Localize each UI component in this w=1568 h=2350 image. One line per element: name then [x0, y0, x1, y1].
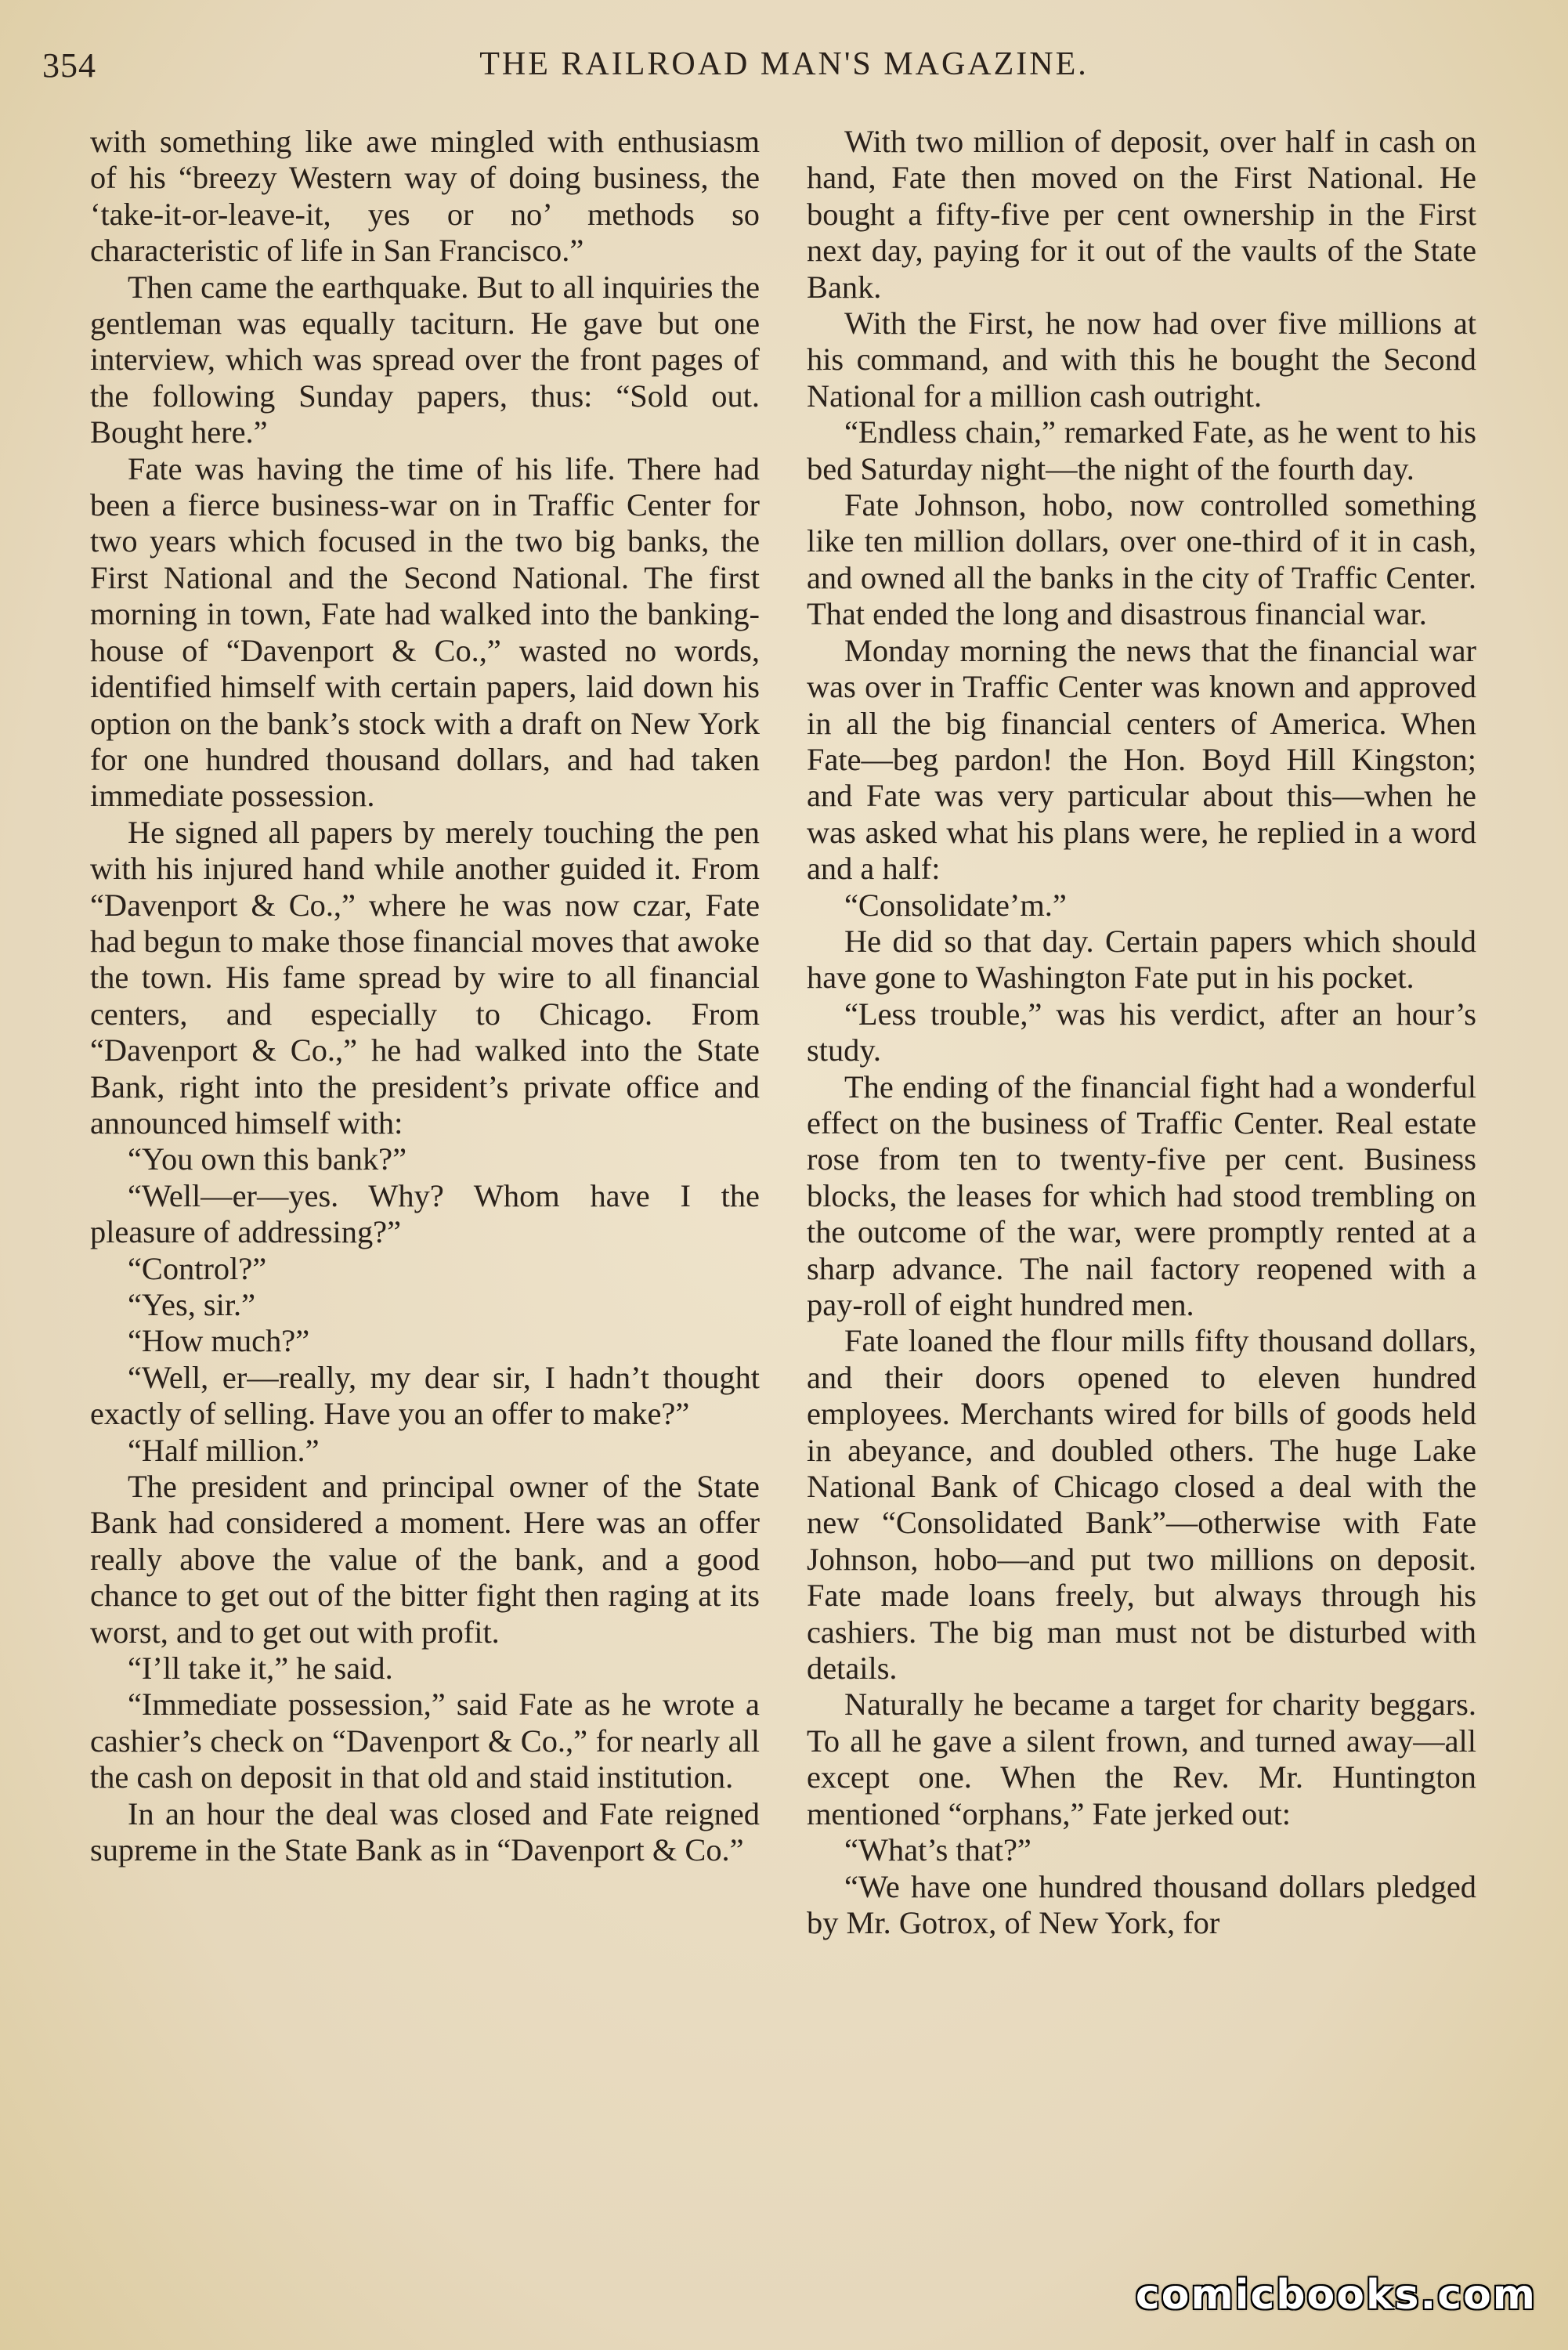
paragraph: Fate was having the time of his life. There had been a fierce business-war on in Traffic Center for two years which focused in the two big banks, the First National and the Second National. The first morning in town, Fate had walked into the banking-house of “Davenport & Co.,” wasted no words, identified himself with certain papers, laid down his option on the bank’s stock with a draft on New York for one hundred thousand dollars, and had taken immediate possession.: [90, 450, 760, 814]
paragraph: Fate Johnson, hobo, now controlled something like ten million dollars, over one-third of it in cash, and owned all the banks in the city of Traffic Center. That ended the long and disastrous financial war.: [807, 487, 1476, 632]
paragraph: “Well, er—really, my dear sir, I hadn’t thought exactly of selling. Have you an offer to make?”: [90, 1359, 760, 1432]
paragraph: “We have one hundred thousand dollars pledged by Mr. Gotrox, of New York, for: [807, 1868, 1476, 1940]
paragraph: The ending of the financial fight had a wonderful effect on the business of Traffic Center. Real estate rose from ten to twenty-five per cent. Business blocks, the leases for which had stood trembling on the outcome of the war, were promptly rented at a sharp advance. The nail factory reopened with a pay-roll of eight hundred men.: [807, 1068, 1476, 1322]
paragraph: Monday morning the news that the financial war was over in Traffic Center was known and approved in all the big financial centers of America. When Fate—beg pardon! the Hon. Boyd Hill Kingston; and Fate was very particular about this—when he was asked what his plans were, he replied in a word and a half:: [807, 632, 1476, 887]
paragraph: “Well—er—yes. Why? Whom have I the pleasure of addressing?”: [90, 1177, 760, 1250]
paragraph: He did so that day. Certain papers which should have gone to Washington Fate put in his pocket.: [807, 923, 1476, 996]
paragraph: “Yes, sir.”: [128, 1287, 256, 1322]
paragraph: With the First, he now had over five millions at his command, and with this he bought the Second National for a million cash outright.: [807, 306, 1476, 414]
paragraph: “Less trouble,” was his verdict, after an hour’s study.: [807, 996, 1476, 1068]
paragraph: with something like awe mingled with enthusiasm of his “breezy Western way of doing business, the ‘take-it-or-leave-it, yes or no’ methods so characteristic of life in San Francisco.”: [90, 124, 760, 269]
right-column: [807, 124, 1476, 1941]
paragraph: “Consolidate’m.”: [844, 887, 1067, 923]
page-number: 354: [42, 46, 96, 85]
paragraph: Then came the earthquake. But to all inquiries the gentleman was equally taciturn. He gave but one interview, which was spread over the front pages of the following Sunday papers, thus: “Sold out. Bought here.”: [90, 269, 760, 450]
paragraph: With two million of deposit, over half in cash on hand, Fate then moved on the First National. He bought a fifty-five per cent ownership in the First next day, paying for it out of the vaults of the State Bank.: [807, 124, 1476, 305]
paragraph: Fate loaned the flour mills fifty thousand dollars, and their doors opened to eleven hundred employees. Merchants wired for bills of goods held in abeyance, and doubled others. The huge Lake National Bank of Chicago closed a deal with the new “Consolidated Bank”—otherwise with Fate Johnson, hobo—and put two millions on deposit. Fate made loans freely, but always through his cashiers. The big man must not be disturbed with details.: [807, 1323, 1476, 1687]
paragraph: “Endless chain,” remarked Fate, as he went to his bed Saturday night—the night of the fourth day.: [807, 414, 1476, 486]
paragraph: “Control?”: [128, 1250, 267, 1286]
watermark: comicbooks.com: [1135, 2272, 1537, 2319]
paragraph: He signed all papers by merely touching the pen with his injured hand while another guided it. From “Davenport & Co.,” where he was now czar, Fate had begun to make those financial moves that awoke the town. His fame spread by wire to all financial centers, and especially to Chicago. From “Davenport & Co.,” he had walked into the State Bank, right into the president’s private office and announced himself with:: [90, 814, 760, 1141]
left-column: [90, 124, 760, 1869]
running-head: THE RAILROAD MAN'S MAGAZINE.: [479, 46, 1089, 82]
paragraph: In an hour the deal was closed and Fate reigned supreme in the State Bank as in “Davenport & Co.”: [90, 1795, 760, 1868]
paragraph: “Immediate possession,” said Fate as he wrote a cashier’s check on “Davenport & Co.,” for nearly all the cash on deposit in that old and staid institution.: [90, 1687, 760, 1795]
paragraph: “Half million.”: [128, 1432, 320, 1468]
paragraph: The president and principal owner of the State Bank had considered a moment. Here was an offer really above the value of the bank, and a good chance to get out of the bitter fight then raging at its worst, and to get out with profit.: [90, 1469, 760, 1650]
paragraph: “I’ll take it,” he said.: [128, 1650, 393, 1687]
paragraph: “How much?”: [128, 1323, 310, 1359]
paragraph: Naturally he became a target for charity beggars. To all he gave a silent frown, and turned away—all except one. When the Rev. Mr. Huntington mentioned “orphans,” Fate jerked out:: [807, 1687, 1476, 1831]
paragraph: “You own this bank?”: [128, 1141, 407, 1177]
paragraph: “What’s that?”: [844, 1832, 1031, 1868]
